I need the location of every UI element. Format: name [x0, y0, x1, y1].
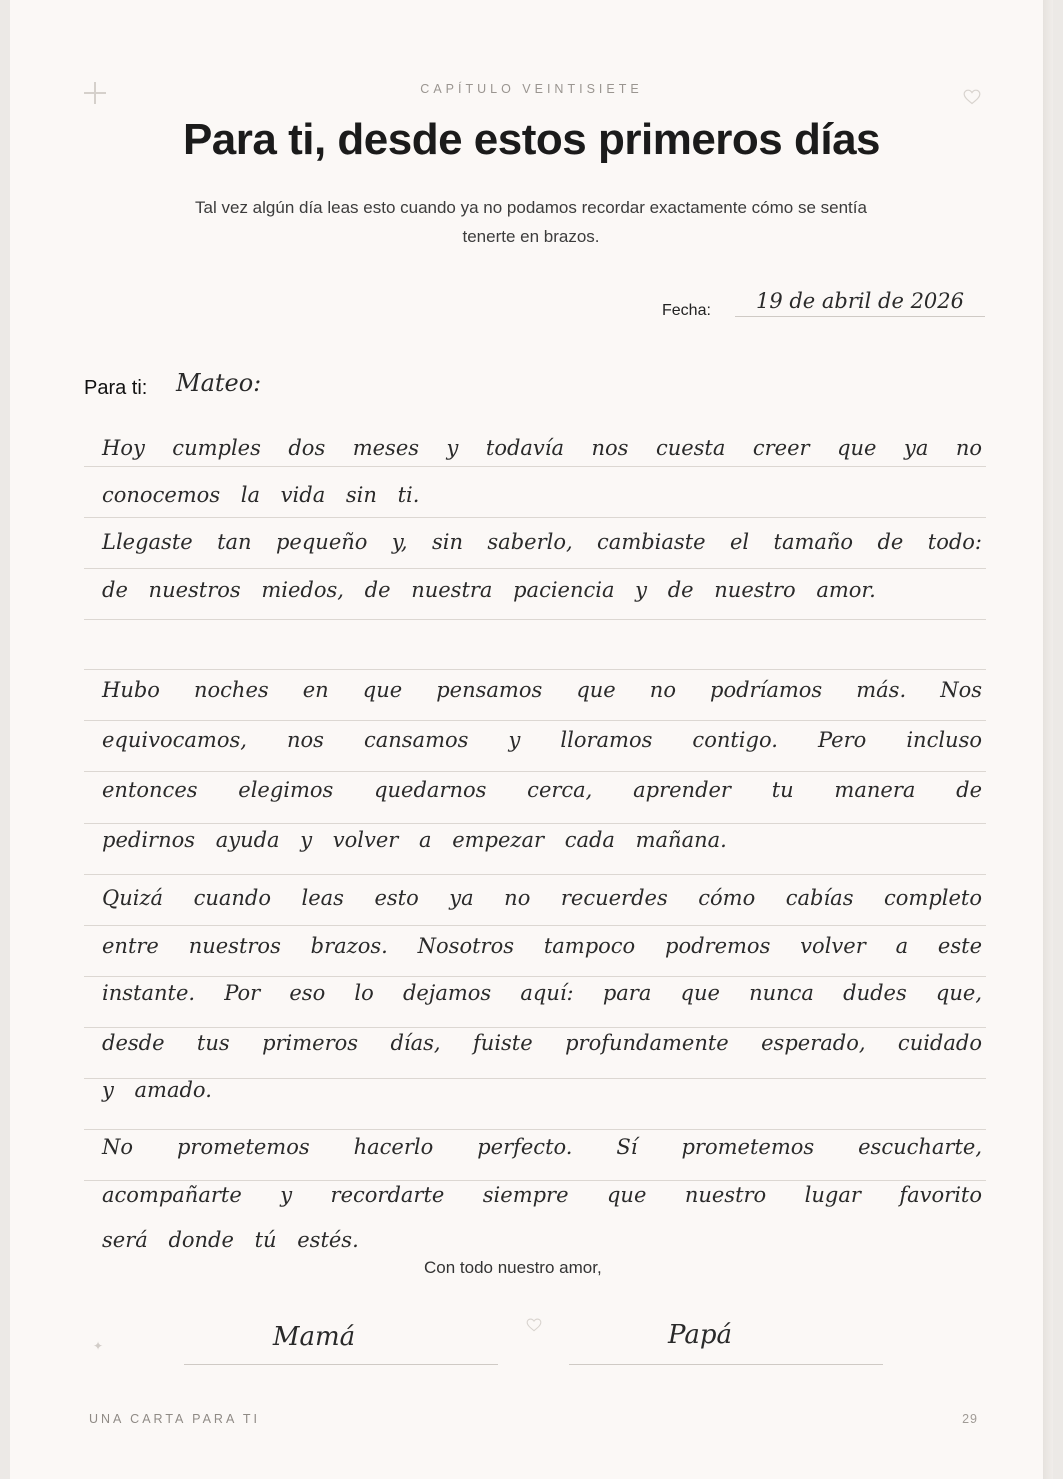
- recipient-label: Para ti:: [84, 377, 148, 399]
- page-number: 29: [962, 1412, 978, 1426]
- ruled-line: [84, 619, 986, 620]
- ruled-line: [84, 823, 986, 824]
- letter-line: equivocamos, nos cansamos y lloramos contigo. Pero incluso: [102, 728, 982, 752]
- letter-page: [10, 0, 1053, 1479]
- ruled-line: [84, 874, 986, 875]
- letter-line: desde tus primeros días, fuiste profundamente esperado, cuidado: [102, 1031, 982, 1055]
- ruled-line: [84, 1027, 986, 1028]
- ruled-line: [84, 568, 986, 569]
- footer-book-title: UNA CARTA PARA TI: [89, 1412, 260, 1426]
- letter-line: instante. Por eso lo dejamos aquí: para que nunca dudes que,: [102, 981, 982, 1005]
- ruled-line: [84, 669, 986, 670]
- signature-mama: Mamá: [272, 1322, 356, 1352]
- letter-line: entonces elegimos quedarnos cerca, aprender tu manera de: [102, 778, 982, 802]
- ruled-line: [84, 976, 986, 977]
- letter-line: entre nuestros brazos. Nosotros tampoco podremos volver a este: [102, 934, 982, 958]
- date-field: 19 de abril de 2026: [735, 286, 985, 317]
- sparkle-icon: ✦: [93, 1339, 104, 1353]
- letter-line: conocemos la vida sin ti.: [102, 483, 420, 507]
- letter-line: será donde tú estés.: [102, 1228, 359, 1252]
- ruled-line: [84, 720, 986, 721]
- recipient-name: Mateo:: [176, 369, 262, 397]
- letter-line: No prometemos hacerlo perfecto. Sí prometemos escucharte,: [102, 1135, 982, 1159]
- chapter-label: CAPÍTULO VEINTISIETE: [420, 82, 643, 96]
- heart-outline-icon: [526, 1318, 542, 1332]
- letter-line: de nuestros miedos, de nuestra paciencia y de nuestro amor.: [102, 578, 876, 602]
- closing-text: Con todo nuestro amor,: [424, 1258, 602, 1277]
- ruled-line: [84, 517, 986, 518]
- signature-papa: Papá: [668, 1320, 732, 1350]
- signature-line-left: [184, 1364, 498, 1365]
- letter-line: Hoy cumples dos meses y todavía nos cuesta creer que ya no: [102, 436, 982, 460]
- letter-line: y amado.: [102, 1078, 212, 1102]
- letter-line: Hubo noches en que pensamos que no podríamos más. Nos: [102, 678, 982, 702]
- letter-line: Quizá cuando leas esto ya no recuerdes cómo cabías completo: [102, 886, 982, 910]
- ruled-line: [84, 771, 986, 772]
- letter-line: Llegaste tan pequeño y, sin saberlo, cambiaste el tamaño de todo:: [102, 530, 982, 554]
- ruled-line: [84, 466, 986, 467]
- letter-line: pedirnos ayuda y volver a empezar cada mañana.: [102, 828, 727, 852]
- page-title: Para ti, desde estos primeros días: [182, 115, 881, 164]
- page-edge-shadow: [1043, 0, 1053, 1479]
- ruled-line: [84, 1180, 986, 1181]
- ruled-line: [84, 1129, 986, 1130]
- ruled-line: [84, 925, 986, 926]
- letter-line: acompañarte y recordarte siempre que nuestro lugar favorito: [102, 1183, 982, 1207]
- signature-line-right: [569, 1364, 883, 1365]
- page-subtitle: Tal vez algún día leas esto cuando ya no podamos recordar exactamente cómo se sentía tenerte en brazos.: [195, 198, 867, 246]
- date-label: Fecha:: [662, 302, 711, 319]
